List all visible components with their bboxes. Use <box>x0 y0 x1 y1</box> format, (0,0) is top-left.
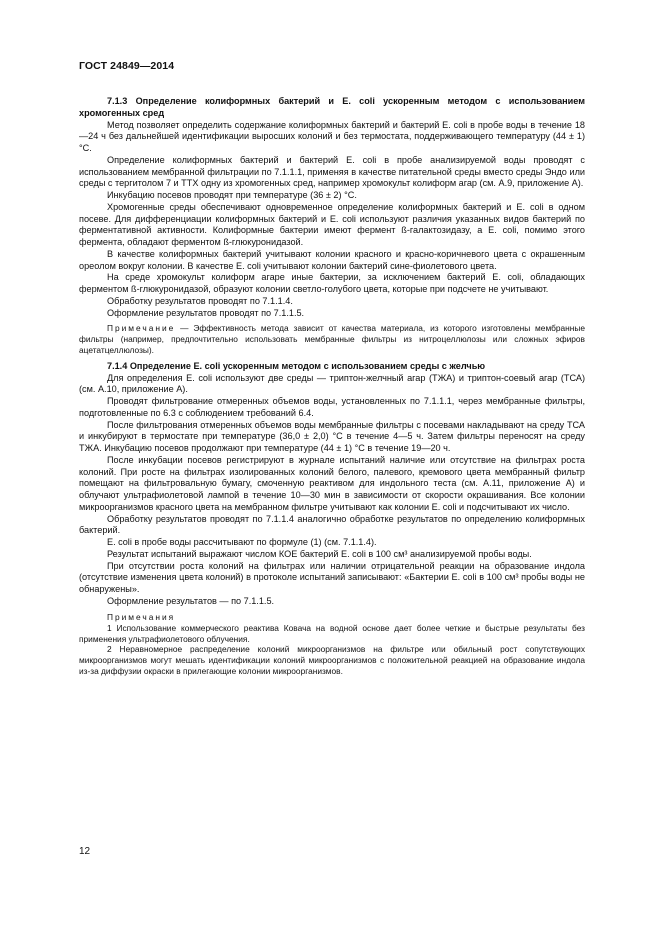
note-label: Примечание <box>107 323 176 334</box>
note-2: 2 Неравномерное распределение колоний микроорганизмов на фильтре или обильный рост сопутствующих микроорганизмов могут мешать идентификации колоний микроорганизмов с положительной реакцией на образование индола из-за диффузии окраски в прилегающие колонии микроорганизмов. <box>79 644 585 677</box>
paragraph: На среде хромокульт колиформ агаре иные бактерии, за исключением бактерий E. coli, обладающих ферментом ß-глюкуронидазой, образуют колонии светло-голубого цвета, которые при подсчете не учитывают. <box>79 272 585 294</box>
section-7-1-4-title: 7.1.4 Определение E. coli ускоренным методом с использованием среды с желчью <box>107 360 486 371</box>
paragraph: Инкубацию посевов проводят при температуре (36 ± 2) °C. <box>107 190 357 200</box>
paragraph: Оформление результатов проводят по 7.1.1.5. <box>107 307 305 318</box>
notes-label: Примечания <box>107 611 176 622</box>
paragraph: Результат испытаний выражают числом КОЕ бактерий E. coli в 100 см³ анализируемой пробы воды. <box>107 548 532 559</box>
paragraph: В качестве колиформных бактерий учитывают колонии красного и красно-коричневого цвета с окрашенным ореолом вокруг колонии. В качестве E. coli учитывают колонии бактерий сине-фиолетового цвета. <box>79 248 585 271</box>
paragraph: E. coli в пробе воды рассчитывают по формуле (1) (см. 7.1.1.4). <box>107 537 377 548</box>
paragraph: Проводят фильтрование отмеренных объемов воды, установленных по 7.1.1.1, через мембранные фильтры, подготовленные по 6.3 с соблюдением требований 6.4. <box>79 396 585 418</box>
paragraph: Хромогенные среды обеспечивают одновременное определение колиформных бактерий и E. coli в одном посеве. Для дифференциации колиформных бактерий и E. coli используют различия указанных видов бактерий по ферментативной активности. Колиформные бактерии имеют фермент ß-галактозидазу, а E. coli, помимо этого фермента, обладают ферментом ß-глюкуронидазой. <box>79 201 585 247</box>
paragraph: Обработку результатов проводят по 7.1.1.4. <box>107 295 293 306</box>
page-content <box>79 96 585 677</box>
paragraph: Для определения E. coli используют две среды — триптон-желчный агар (ТЖА) и триптон-соевый агар (ТСА) (см. А.10, приложение А). <box>79 372 585 395</box>
note-text: — Эффективность метода зависит от качества материала, из которого изготовлены мембранные фильтры (например, предпочтительно использовать мембранные фильтры из нитроцеллюлозы или сложных эфиров ацетатцеллюлозы). <box>79 323 585 356</box>
note <box>79 323 585 356</box>
paragraph: Оформление результатов — по 7.1.1.5. <box>107 595 275 606</box>
paragraph: После инкубации посевов регистрируют в журнале испытаний наличие или отсутствие на фильтрах роста колоний. При росте на фильтрах изолированных колоний белого, палевого, кремового цвета мембранный фильтр помещают на фильтровальную бумагу, смоченную реактивом для индольного теста (см. А.11, приложение А) и облучают ультрафиолетовой лампой в течение 10—30 мин в зависимости от скорости окрашивания. Все колонии микроорганизмов красного цвета на мембранном фильтре учитывают как колонии E. coli и подсчитывают их число. <box>79 454 585 512</box>
paragraph: После фильтрования отмеренных объемов воды мембранные фильтры с посевами накладывают на среду ТСА и инкубируют в термостате при температуре (36,0 ± 2,0) °C в течение 4—5 ч. Затем фильтры переносят на среду ТЖА. Инкубацию посевов продолжают при температуре (44 ± 1) °C в течение 19—20 ч. <box>79 419 585 454</box>
page-number: 12 <box>79 846 91 857</box>
paragraph: Определение колиформных бактерий и бактерий E. coli в пробе анализируемой воды проводят с использованием мембранной фильтрации по 7.1.1.1, применяя в качестве питательной среды вместо среды Эндо или среды с тергитолом 7 и ТТХ одну из хромогенных сред, например хромокульт колиформ агар (см. А.9, приложение А). <box>79 154 585 189</box>
paragraph: При отсутствии роста колоний на фильтрах или наличии отрицательной реакции на образование индола (отсутствие изменения цвета колоний) в протоколе испытаний записывают: «Бактерии E. coli в 100 см³ пробы воды не обнаружены». <box>79 560 585 595</box>
note-1: 1 Использование коммерческого реактива Ковача на водной основе дает более четкие и быстрые результаты без применения ультрафиолетового облучения. <box>79 622 585 644</box>
paragraph: Обработку результатов проводят по 7.1.1.4 аналогично обработке результатов по определению колиформных бактерий. <box>79 513 585 536</box>
document-code-header: ГОСТ 24849—2014 <box>79 60 175 72</box>
paragraph: Метод позволяет определить содержание колиформных бактерий и бактерий E. coli в пробе воды в течение 18—24 ч без дальнейшей идентификации выросших колоний и без термостата, поддерживающего температуру (44 ± 1) °C. <box>79 119 585 153</box>
section-7-1-3-title: 7.1.3 Определение колиформных бактерий и E. coli ускоренным методом с использованием хромогенных сред <box>79 96 585 118</box>
